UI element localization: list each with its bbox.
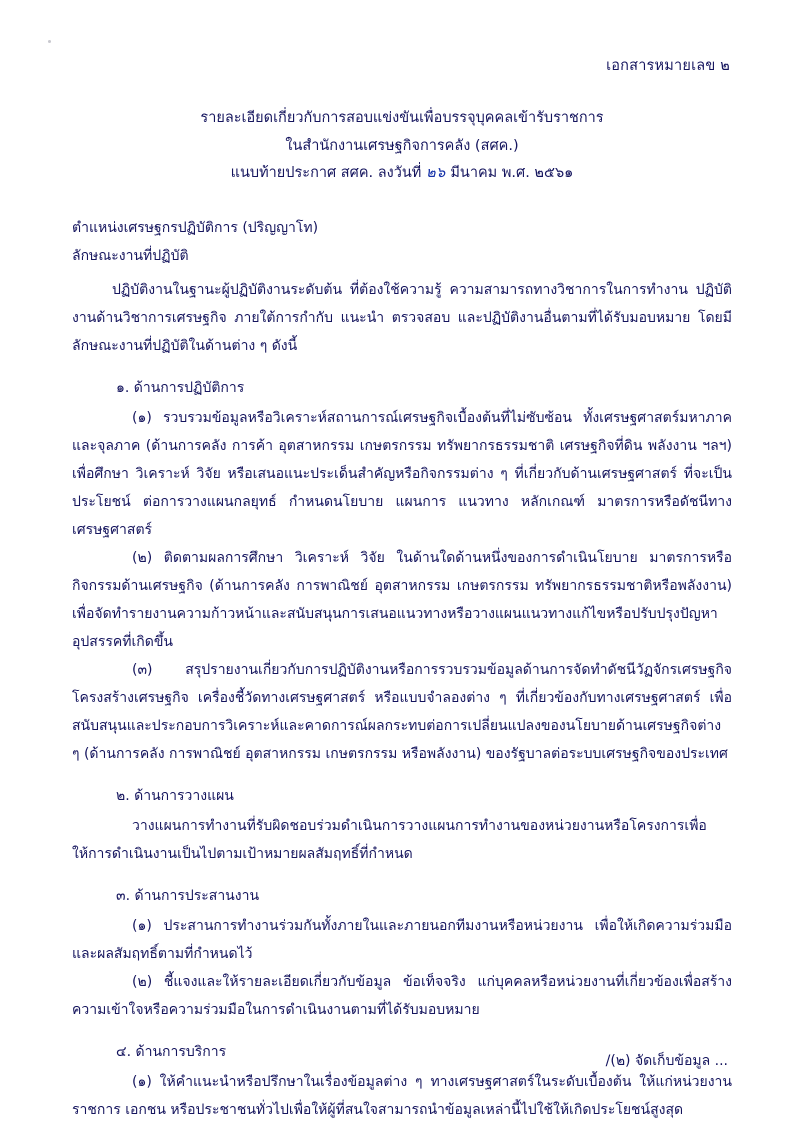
title-line-1: รายละเอียดเกี่ยวกับการสอบแข่งขันเพื่อบรรจุบุคคลเข้ารับราชการ: [200, 110, 604, 126]
section-1-item-2: (๒) ติดตามผลการศึกษา วิเคราะห์ วิจัย ในด้านใดด้านหนึ่งของการดำเนินโยบาย มาตรการหรือกิจกรรมด้านเศรษฐกิจ (ด้านการคลัง การพาณิชย์ อุตสาหกรรม เกษตรกรรม ทรัพยากรธรรมชาติหรือพลังงาน) เพื่อจัดทำรายงานความก้าวหน้าและสนับสนุนการเสนอแนวทางหรือวางแผนแนวทางแก้ไขหรือปรับปรุงปัญหาอุปสรรคที่เกิดขึ้น: [72, 549, 732, 650]
title-block: [72, 105, 732, 188]
document-body: [72, 214, 732, 1124]
section-1-item-3: (๓) สรุปรายงานเกี่ยวกับการปฏิบัติงานหรือการรวบรวมข้อมูลด้านการจัดทำดัชนีวัฏจักรเศรษฐกิจ โครงสร้างเศรษฐกิจ เครื่องชี้วัดทางเศรษฐศาสตร์ หรือแบบจำลองต่าง ๆ ที่เกี่ยวข้องกับทางเศรษฐศาสตร์ เพื่อสนับสนุนและประกอบการวิเคราะห์และคาดการณ์ผลกระทบต่อการเปลี่ยนแปลงของนโยบายด้านเศรษฐกิจต่าง ๆ (ด้านการคลัง การพาณิชย์ อุตสาหกรรม เกษตรกรรม หรือพลังงาน) ของรัฐบาลต่อระบบเศรษฐกิจของประเทศ: [72, 661, 732, 762]
section-heading-1: ๑. ด้านการปฏิบัติการ: [116, 379, 245, 396]
section-heading-2: ๒. ด้านการวางแผน: [116, 787, 234, 804]
page-footer-note: /(๒) จัดเก็บข้อมูล ...: [605, 1053, 728, 1069]
section-3-item-2: (๒) ชี้แจงและให้รายละเอียดเกี่ยวกับข้อมูล ข้อเท็จจริง แก่บุคคลหรือหน่วยงานที่เกี่ยวข้องเพื่อสร้างความเข้าใจหรือความร่วมมือในการดำเนินงานตามที่ได้รับมอบหมาย: [72, 973, 732, 1018]
document-number: เอกสารหมายเลข ๒: [606, 58, 730, 74]
attachment-suffix: มีนาคม พ.ศ. ๒๕๖๑: [450, 165, 574, 182]
section-1-item-1: (๑) รวบรวมข้อมูลหรือวิเคราะห์สถานการณ์เศรษฐกิจเบื้องต้นที่ไม่ซับซ้อน ทั้งเศรษฐศาสตร์มหาภาคและจุลภาค (ด้านการคลัง การค้า อุตสาหกรรม เกษตรกรรม ทรัพยากรธรรมชาติ เศรษฐกิจที่ดิน พลังงาน ฯลฯ) เพื่อศึกษา วิเคราะห์ วิจัย หรือเสนอแนะประเด็นสำคัญหรือกิจกรรมต่าง ๆ ที่เกี่ยวกับด้านเศรษฐศาสตร์ ที่จะเป็นประโยชน์ ต่อการวางแผนกลยุทธ์ กำหนดนโยบาย แผนการ แนวทาง หลักเกณฑ์ มาตรการหรือดัชนีทางเศรษฐศาสตร์: [72, 409, 732, 538]
document-sheet: [72, 40, 732, 1118]
section-heading-4: ๔. ด้านการบริการ: [116, 1043, 227, 1060]
job-nature-heading: ลักษณะงานที่ปฏิบัติ: [72, 247, 189, 264]
section-heading-3: ๓. ด้านการประสานงาน: [116, 887, 260, 904]
page-speck: [48, 40, 51, 43]
handwritten-date: ๒๖: [425, 165, 446, 182]
attachment-line: [72, 160, 732, 188]
section-3-item-1: (๑) ประสานการทำงานร่วมกันทั้งภายในและภายนอกทีมงานหรือหน่วยงาน เพื่อให้เกิดความร่วมมือและผลสัมฤทธิ์ตามที่กำหนดไว้: [72, 917, 732, 962]
position-heading: ตำแหน่งเศรษฐกรปฏิบัติการ (ปริญญาโท): [72, 219, 319, 236]
title-line-2: ในสำนักงานเศรษฐกิจการคลัง (สศค.): [285, 137, 519, 154]
section-4-item-1: (๑) ให้คำแนะนำหรือปรึกษาในเรื่องข้อมูลต่าง ๆ ทางเศรษฐศาสตร์ในระดับเบื้องต้น ให้แก่หน่วยงานราชการ เอกชน หรือประชาชนทั่วไปเพื่อให้ผู้ที่สนใจสามารถนำข้อมูลเหล่านี้ไปใช้ให้เกิดประโยชน์สูงสุด: [72, 1073, 732, 1118]
section-2-item-1: วางแผนการทำงานที่รับผิดชอบร่วมดำเนินการวางแผนการทำงานของหน่วยงานหรือโครงการเพื่อให้การดำเนินงานเป็นไปตามเป้าหมายผลสัมฤทธิ์ที่กำหนด: [72, 817, 707, 862]
intro-paragraph: ปฏิบัติงานในฐานะผู้ปฏิบัติงานระดับต้น ที่ต้องใช้ความรู้ ความสามารถทางวิชาการในการทำงาน ปฏิบัติงานด้านวิชาการเศรษฐกิจ ภายใต้การกำกับ แนะนำ ตรวจสอบ และปฏิบัติงานอื่นตามที่ได้รับมอบหมาย โดยมีลักษณะงานที่ปฏิบัติในด้านต่าง ๆ ดังนี้: [72, 281, 732, 354]
attachment-prefix: แนบท้ายประกาศ สศค. ลงวันที่: [230, 165, 422, 182]
